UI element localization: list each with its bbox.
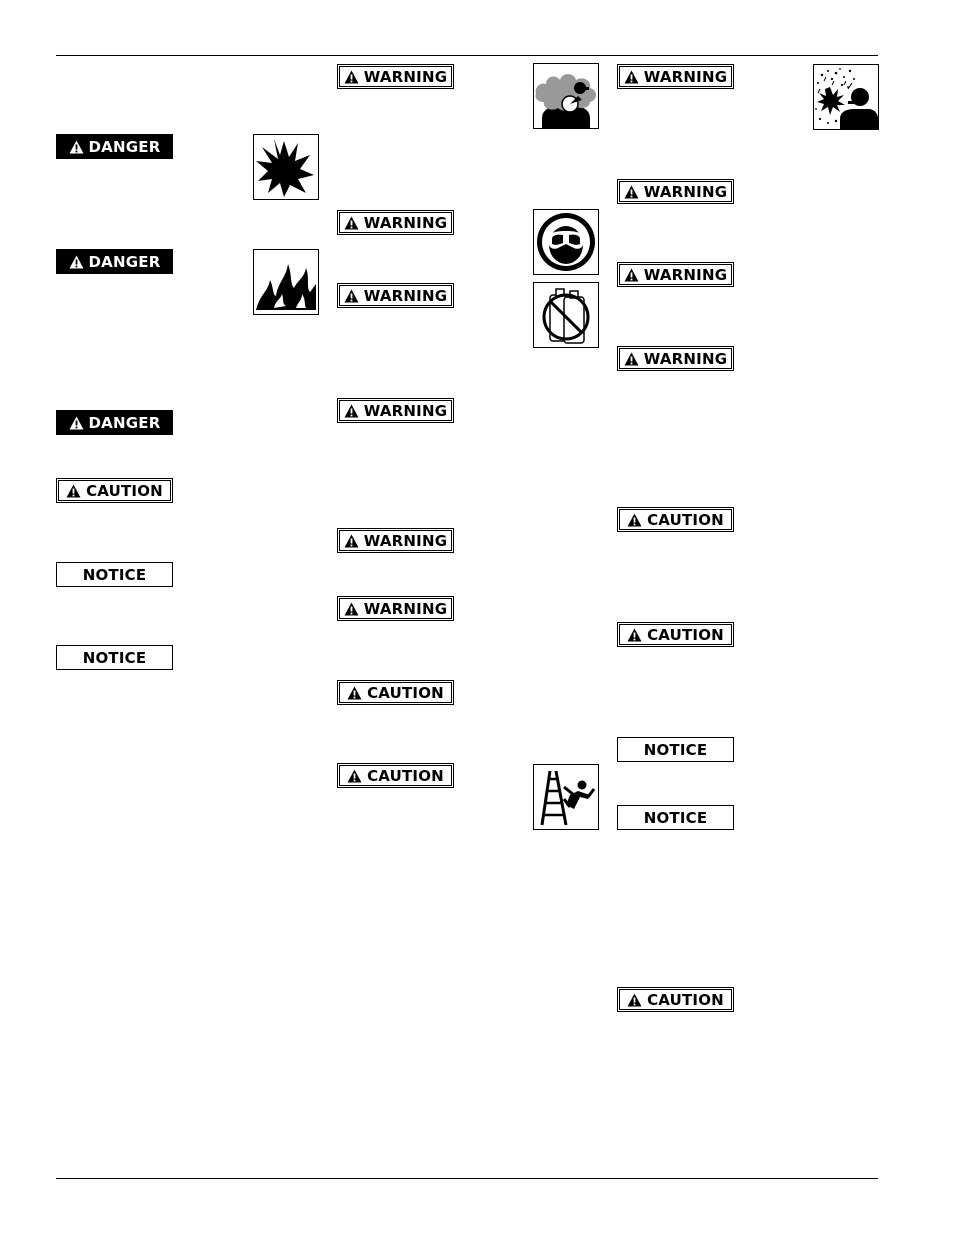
alert-triangle-icon <box>624 185 639 199</box>
no-propane-tank-icon <box>533 282 599 348</box>
caution-label: CAUTION <box>337 763 454 788</box>
alert-triangle-icon <box>344 602 359 616</box>
warning-label: WARNING <box>617 262 734 287</box>
toxic-fumes-icon <box>533 63 599 129</box>
alert-triangle-icon <box>344 70 359 84</box>
fire-icon <box>253 249 319 315</box>
notice-label: NOTICE <box>56 645 173 670</box>
alert-triangle-icon <box>624 352 639 366</box>
danger-label: DANGER <box>56 249 173 274</box>
alert-triangle-icon <box>344 404 359 418</box>
warning-label: WARNING <box>337 528 454 553</box>
alert-triangle-icon <box>344 216 359 230</box>
warning-label: WARNING <box>617 346 734 371</box>
alert-triangle-icon <box>69 140 84 154</box>
header-rule <box>56 55 878 56</box>
danger-label: DANGER <box>56 410 173 435</box>
alert-triangle-icon <box>347 686 362 700</box>
caution-label: CAUTION <box>617 987 734 1012</box>
wear-goggles-icon <box>533 209 599 275</box>
footer-rule <box>56 1178 878 1179</box>
warning-label: WARNING <box>337 398 454 423</box>
alert-triangle-icon <box>624 70 639 84</box>
caution-label: CAUTION <box>617 507 734 532</box>
alert-triangle-icon <box>69 255 84 269</box>
alert-triangle-icon <box>627 513 642 527</box>
notice-label: NOTICE <box>56 562 173 587</box>
spray-hazard-icon <box>813 64 879 130</box>
alert-triangle-icon <box>344 289 359 303</box>
caution-label: CAUTION <box>337 680 454 705</box>
warning-label: WARNING <box>337 283 454 308</box>
ladder-fall-icon <box>533 764 599 830</box>
notice-label: NOTICE <box>617 737 734 762</box>
explosion-icon <box>253 134 319 200</box>
caution-label: CAUTION <box>56 478 173 503</box>
alert-triangle-icon <box>347 769 362 783</box>
notice-label: NOTICE <box>617 805 734 830</box>
danger-label: DANGER <box>56 134 173 159</box>
warning-label: WARNING <box>337 64 454 89</box>
alert-triangle-icon <box>69 416 84 430</box>
caution-label: CAUTION <box>617 622 734 647</box>
warning-label: WARNING <box>617 179 734 204</box>
warning-label: WARNING <box>337 210 454 235</box>
alert-triangle-icon <box>627 628 642 642</box>
alert-triangle-icon <box>624 268 639 282</box>
warning-label: WARNING <box>617 64 734 89</box>
alert-triangle-icon <box>66 484 81 498</box>
alert-triangle-icon <box>344 534 359 548</box>
alert-triangle-icon <box>627 993 642 1007</box>
warning-label: WARNING <box>337 596 454 621</box>
